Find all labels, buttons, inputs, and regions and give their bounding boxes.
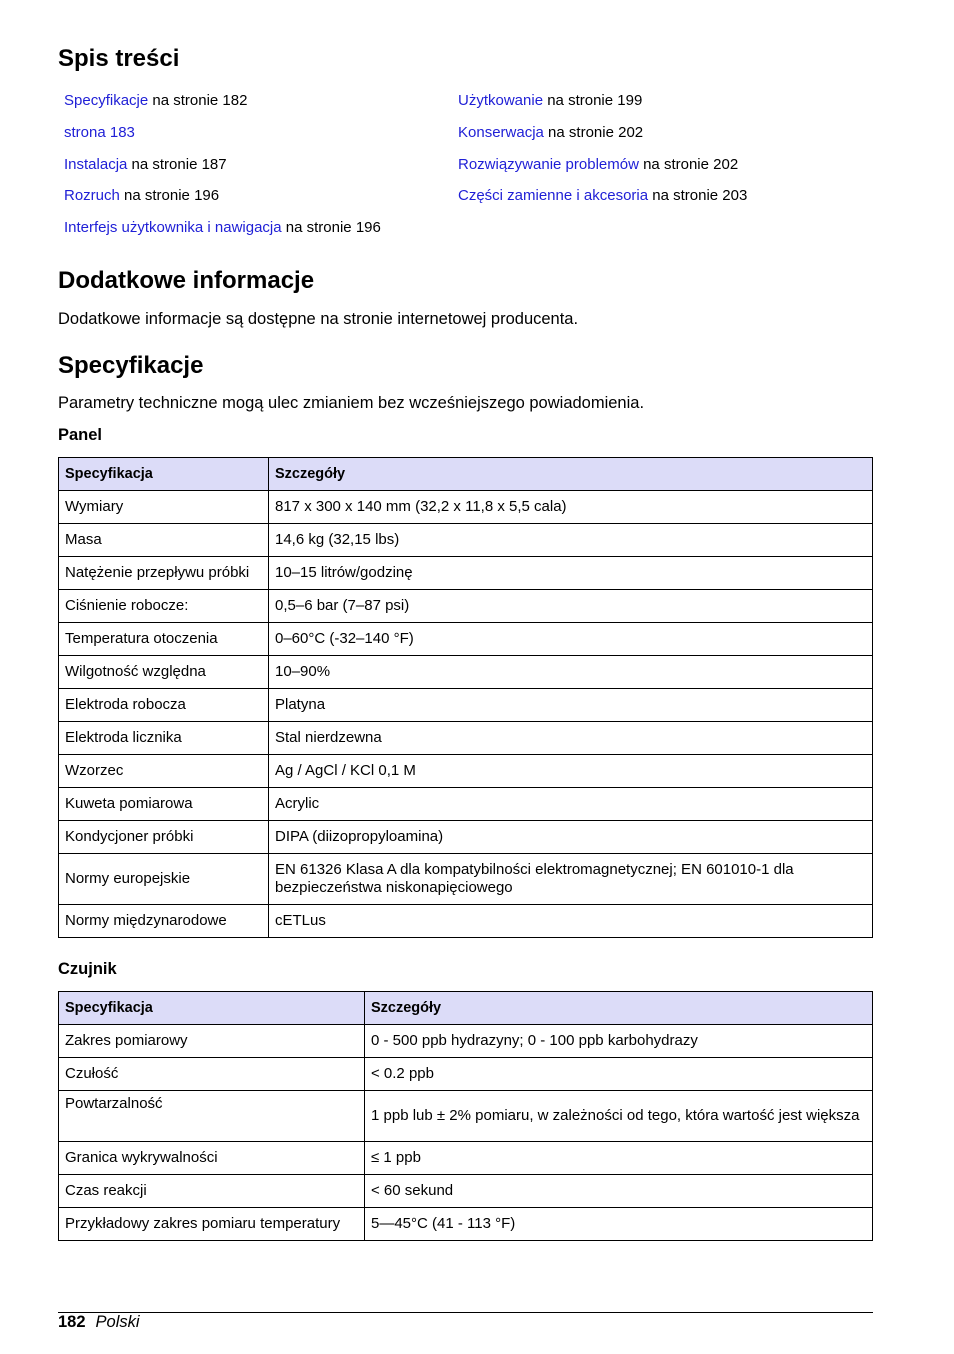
column-header-details: Szczegóły [269,458,873,491]
spec-name: Kondycjoner próbki [59,821,269,854]
panel-spec-table [58,457,873,938]
spec-name: Natężenie przepływu próbki [59,557,269,590]
table-row [59,656,873,689]
spec-value: < 60 sekund [365,1175,873,1208]
table-row [59,905,873,938]
footer-divider [58,1312,873,1313]
table-row [59,623,873,656]
spec-value: Acrylic [269,788,873,821]
table-header-row [59,992,873,1025]
spec-value: DIPA (diizopropyloamina) [269,821,873,854]
toc-page-ref: na stronie 203 [648,187,748,205]
table-row [59,788,873,821]
table-row [59,722,873,755]
column-header-spec: Specyfikacja [59,458,269,491]
toc-page-ref: na stronie 196 [281,219,381,237]
spec-name: Elektroda licznika [59,722,269,755]
specs-text: Parametry techniczne mogą ulec zmianiem bez wcześniejszego powiadomienia. [58,394,645,412]
table-header-row [59,458,873,491]
table-row [59,1142,873,1175]
toc-title: Spis treści [58,45,180,72]
toc-link-czesci[interactable]: Części zamienne i akcesoria [458,187,649,205]
toc-item [458,154,747,186]
spec-name: Temperatura otoczenia [59,623,269,656]
toc-link-interfejs[interactable]: Interfejs użytkownika i nawigacja [64,219,282,237]
spec-name: Czułość [59,1058,365,1091]
spec-value: 0 - 500 ppb hydrazyny; 0 - 100 ppb karbohydrazy [365,1025,873,1058]
spec-name: Normy międzynarodowe [59,905,269,938]
spec-name: Kuweta pomiarowa [59,788,269,821]
toc-page-ref: na stronie 202 [543,123,644,141]
spec-value: < 0.2 ppb [365,1058,873,1091]
spec-value: EN 61326 Klasa A dla kompatybilności elektromagnetycznej; EN 601010-1 dla bezpieczeństwa niskonapięciowego [269,854,873,905]
toc-page-ref: na stronie 182 [148,92,248,109]
toc-item [64,217,381,249]
spec-value: 0–60°C (-32–140 °F) [269,623,873,656]
spec-value: Stal nierdzewna [269,722,873,755]
spec-value: 5—45°C (41 - 113 °F) [365,1208,873,1241]
spec-value: 1 ppb lub ± 2% pomiaru, w zależności od tego, która wartość jest większa [365,1091,873,1142]
spec-name: Powtarzalność [59,1091,365,1142]
toc-item [64,122,381,154]
toc-link-rozwiazywanie[interactable]: Rozwiązywanie problemów [458,155,639,173]
toc-page-ref: na stronie 187 [127,155,227,173]
toc-left-column [64,90,381,249]
table-row [59,755,873,788]
table-row [59,821,873,854]
table-row [59,1175,873,1208]
toc-link-strona-183[interactable]: strona 183 [64,123,135,141]
spec-name: Przykładowy zakres pomiaru temperatury [59,1208,365,1241]
specs-title: Specyfikacje [58,352,204,379]
spec-value: 10–90% [269,656,873,689]
spec-name: Elektroda robocza [59,689,269,722]
table-row [59,689,873,722]
toc-right-column [458,90,747,217]
spec-value: 10–15 litrów/godzinę [269,557,873,590]
toc-link-rozruch[interactable]: Rozruch [64,187,120,205]
spec-value: ≤ 1 ppb [365,1142,873,1175]
spec-name: Masa [59,524,269,557]
table-row [59,590,873,623]
spec-value: 14,6 kg (32,15 lbs) [269,524,873,557]
spec-name: Zakres pomiarowy [59,1025,365,1058]
spec-name: Granica wykrywalności [59,1142,365,1175]
toc-item [64,185,381,217]
additional-info-title: Dodatkowe informacje [58,267,315,294]
toc-item [458,122,747,154]
table-row [59,491,873,524]
page-number: 182 [58,1313,86,1331]
toc-link-specyfikacje[interactable]: Specyfikacje [64,92,149,109]
toc-item [458,90,747,122]
toc-link-uzytkowanie[interactable]: Użytkowanie [458,92,544,109]
table-row [59,1091,873,1142]
toc-page-ref: na stronie 196 [119,187,220,205]
toc-item [64,154,381,186]
spec-value: Ag / AgCl / KCl 0,1 M [269,755,873,788]
sensor-heading: Czujnik [58,960,117,978]
toc-item [458,185,747,217]
spec-value: 0,5–6 bar (7–87 psi) [269,590,873,623]
page-footer [58,1312,140,1332]
spec-value: cETLus [269,905,873,938]
table-row [59,1025,873,1058]
spec-name: Ciśnienie robocze: [59,590,269,623]
table-row [59,1058,873,1091]
spec-name: Czas reakcji [59,1175,365,1208]
toc-link-instalacja[interactable]: Instalacja [64,155,128,173]
toc-page-ref: na stronie 202 [638,155,739,173]
column-header-details: Szczegóły [365,992,873,1025]
table-row [59,1208,873,1241]
toc-item [64,90,381,122]
spec-name: Wilgotność względna [59,656,269,689]
spec-name: Wymiary [59,491,269,524]
table-row [59,524,873,557]
sensor-spec-table [58,991,873,1241]
toc-page-ref: na stronie 199 [543,92,643,109]
spec-value: 817 x 300 x 140 mm (32,2 x 11,8 x 5,5 cala) [269,491,873,524]
footer-language: Polski [95,1313,140,1331]
panel-heading: Panel [58,426,103,444]
toc-link-konserwacja[interactable]: Konserwacja [458,123,544,141]
table-row [59,854,873,905]
table-row [59,557,873,590]
spec-name: Normy europejskie [59,854,269,905]
column-header-spec: Specyfikacja [59,992,365,1025]
spec-name: Wzorzec [59,755,269,788]
spec-value: Platyna [269,689,873,722]
additional-info-text: Dodatkowe informacje są dostępne na stronie internetowej producenta. [58,310,579,328]
